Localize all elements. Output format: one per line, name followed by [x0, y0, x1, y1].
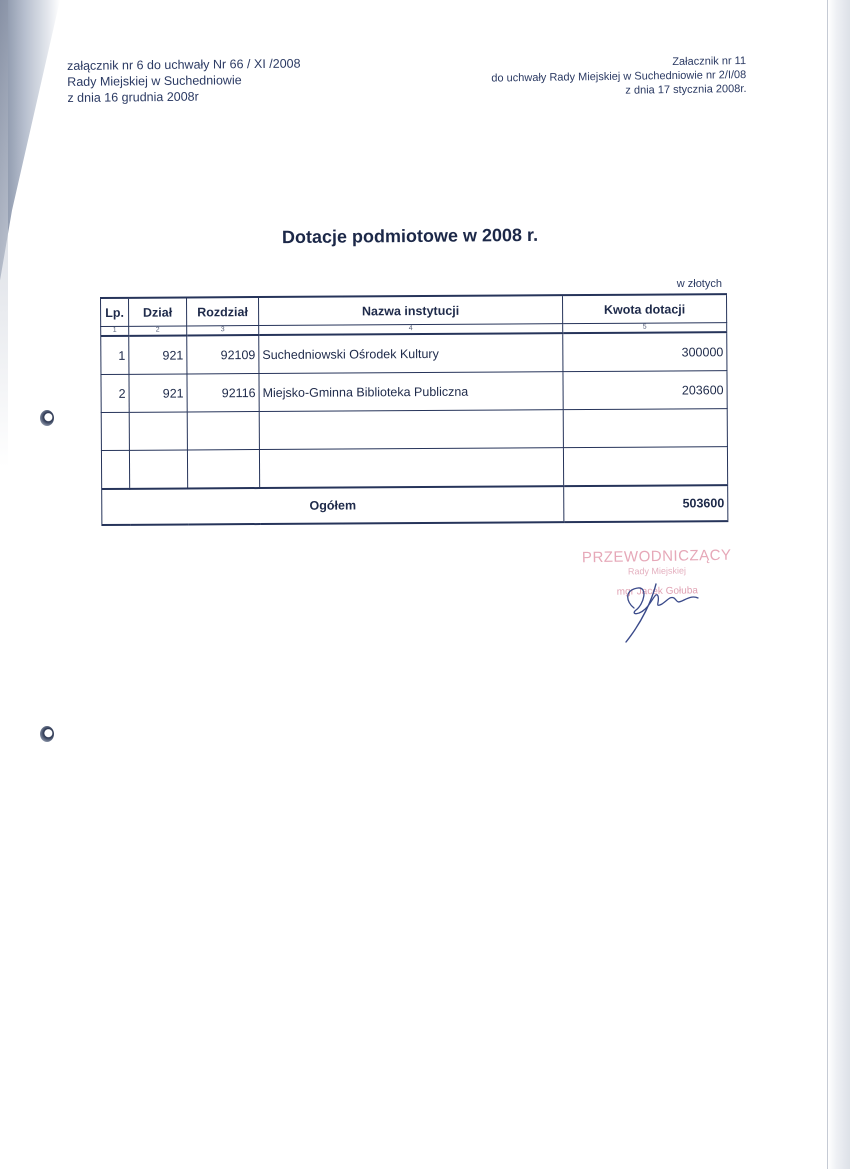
- grants-table-wrapper: [100, 293, 727, 526]
- table-header-row: [101, 294, 727, 326]
- header-rozdzial: Rozdział: [187, 297, 259, 326]
- header-right-line1: Załacznik nr 11: [672, 54, 747, 69]
- table-row: [101, 409, 727, 451]
- stamp-title: PRZEWODNICZĄCY: [581, 546, 732, 567]
- total-row: [102, 485, 728, 525]
- header-kwota: Kwota dotacji: [562, 294, 726, 324]
- cell-nazwa: [259, 448, 563, 488]
- column-number: 5: [563, 323, 727, 334]
- table-row: [101, 332, 727, 374]
- scan-shadow-left: [0, 0, 60, 1169]
- scan-edge-right: [827, 0, 850, 1169]
- cell-kwota: 203600: [563, 371, 727, 410]
- column-number: 1: [101, 326, 129, 336]
- cell-kwota: [563, 447, 727, 487]
- scan-edge-left: [0, 0, 8, 1169]
- cell-lp: 2: [101, 374, 129, 412]
- signature-icon: [604, 570, 714, 645]
- cell-nazwa: [259, 410, 563, 450]
- cell-lp: [101, 450, 129, 489]
- header-lp: Lp.: [101, 298, 129, 327]
- page-title: Dotacje podmiotowe w 2008 r.: [281, 224, 539, 248]
- cell-kwota: [563, 409, 727, 448]
- header-left-line1: załącznik nr 6 do uchwały Nr 66 / XI /2008: [67, 56, 301, 73]
- stamp-subtitle: Rady Miejskiej: [627, 565, 687, 577]
- cell-dzial: 921: [129, 335, 187, 374]
- cell-dzial: 921: [129, 374, 187, 412]
- cell-lp: [101, 412, 129, 450]
- cell-rozdzial: 92116: [187, 374, 259, 412]
- header-right-line2: do uchwały Rady Miejskiej w Suchedniowie nr 2/I/08: [491, 68, 747, 85]
- column-number: 2: [129, 326, 187, 336]
- punch-hole-icon: [40, 410, 54, 426]
- header-left-line2: Rady Miejskiej w Suchedniowie: [67, 73, 242, 89]
- stamp-name: mgr Jacek Gołuba: [616, 585, 698, 598]
- punch-hole-icon: [40, 726, 54, 742]
- cell-nazwa: Suchedniowski Ośrodek Kultury: [259, 333, 563, 373]
- total-value: 503600: [564, 485, 728, 522]
- header-dzial: Dział: [129, 297, 187, 326]
- header-right-line3: z dnia 17 stycznia 2008r.: [625, 82, 747, 97]
- cell-rozdzial: 92109: [187, 335, 259, 374]
- cell-dzial: [129, 450, 187, 489]
- attachment-reference-left: [67, 56, 301, 106]
- column-number: 4: [259, 324, 563, 335]
- cell-kwota: 300000: [563, 332, 727, 372]
- cell-lp: 1: [101, 336, 129, 375]
- attachment-reference-right: [491, 54, 747, 100]
- table-row: [101, 447, 727, 489]
- unit-note: w złotych: [676, 278, 722, 290]
- column-number: 3: [187, 326, 259, 336]
- cell-nazwa: Miejsko-Gminna Biblioteka Publiczna: [259, 372, 563, 412]
- grants-table: [100, 293, 728, 526]
- cell-rozdzial: [187, 450, 259, 489]
- total-label: Ogółem: [102, 486, 564, 525]
- header-left-line3: z dnia 16 grudnia 2008r: [67, 89, 199, 105]
- cell-rozdzial: [187, 412, 259, 450]
- cell-dzial: [129, 412, 187, 450]
- table-row: [101, 371, 727, 413]
- header-nazwa: Nazwa instytucji: [259, 295, 563, 325]
